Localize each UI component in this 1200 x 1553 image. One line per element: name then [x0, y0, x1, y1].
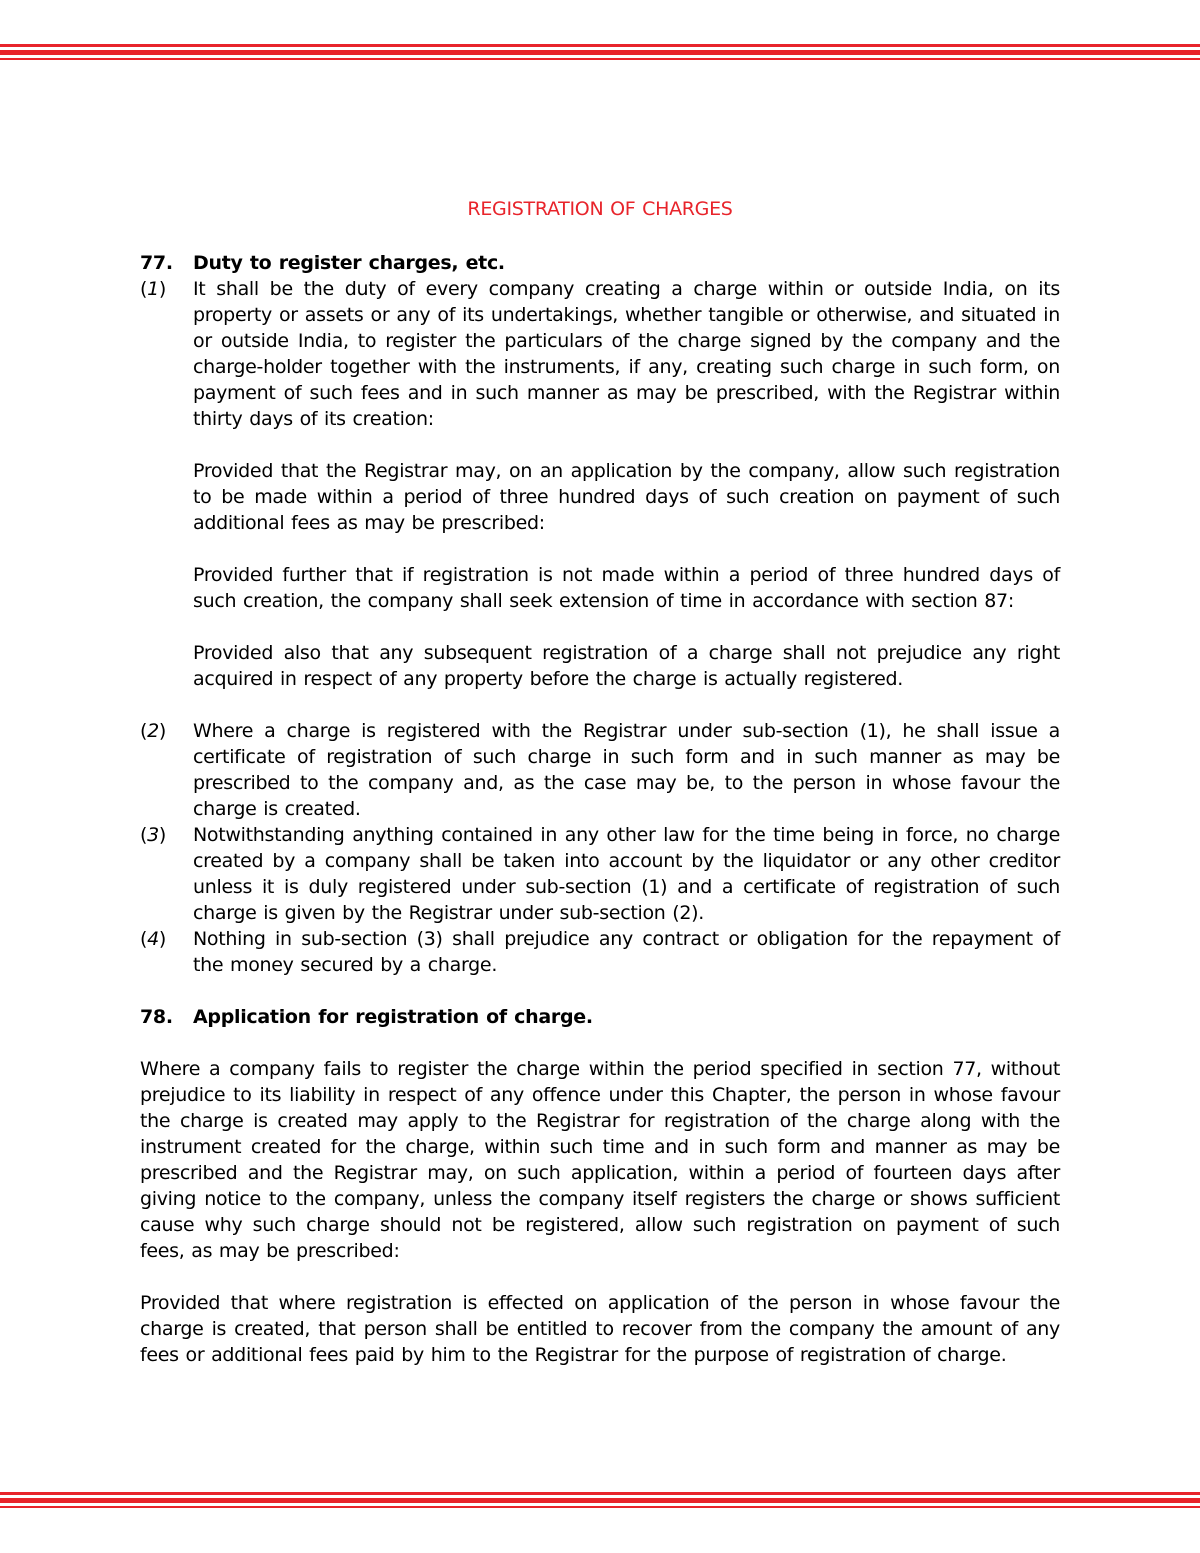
clause-paragraph: Notwithstanding anything contained in any other law for the time being in force, no charge created by a company shall be taken into account by the liquidator or any other creditor unless it is duly registered under sub-section (1) and a certificate of registration of such charge is given by the Registrar under sub-section (2).: [193, 824, 1060, 924]
section-heading-text: Duty to register charges, etc.: [193, 252, 505, 274]
clause-paragraph: It shall be the duty of every company creating a charge within or outside India, on its property or assets or any of its undertakings, whether tangible or otherwise, and situated in or outside India, to register the particulars of the charge signed by the company and the charge-holder together with the instruments, if any, creating such charge in such form, on payment of such fees and in such manner as may be prescribed, with the Registrar within thirty days of its creation:: [193, 278, 1060, 430]
clause-4: [140, 926, 1060, 978]
top-border-rule: [0, 44, 1200, 62]
clause-number: (4): [140, 928, 167, 950]
proviso-paragraph: Provided also that any subsequent registration of a charge shall not prejudice any right acquired in respect of any property before the charge is actually registered.: [193, 642, 1060, 690]
section-78-proviso: Provided that where registration is effected on application of the person in whose favour the charge is created, that person shall be entitled to recover from the company the amount of any fees or additional fees paid by him to the Registrar for the purpose of registration of charge.: [140, 1292, 1060, 1366]
clause-paragraph: Nothing in sub-section (3) shall prejudice any contract or obligation for the repayment of the money secured by a charge.: [193, 928, 1060, 976]
section-heading-text: Application for registration of charge.: [193, 1006, 593, 1028]
proviso-paragraph: Provided that the Registrar may, on an application by the company, allow such registration to be made within a period of three hundred days of such creation on payment of such additional fees as may be prescribed:: [193, 460, 1060, 534]
clause-number: (3): [140, 824, 167, 846]
clause-1: [140, 276, 1060, 692]
clause-number: (1): [140, 278, 167, 300]
section-78-heading: [140, 1004, 1060, 1030]
document-title: REGISTRATION OF CHARGES: [467, 198, 733, 220]
bottom-border-rule: [0, 1492, 1200, 1510]
proviso-paragraph: Provided further that if registration is not made within a period of three hundred days of such creation, the company shall seek extension of time in accordance with section 87:: [193, 564, 1060, 612]
section-number: 78.: [140, 1006, 173, 1028]
clause-3: [140, 822, 1060, 926]
section-number: 77.: [140, 252, 173, 274]
clause-2: [140, 718, 1060, 822]
section-77-heading: [140, 250, 1060, 276]
clause-paragraph: Where a charge is registered with the Registrar under sub-section (1), he shall issue a certificate of registration of such charge in such form and in such manner as may be prescribed to the company and, as the case may be, to the person in whose favour the charge is created.: [193, 720, 1060, 820]
clause-number: (2): [140, 720, 167, 742]
section-78-paragraph: Where a company fails to register the charge within the period specified in section 77, without prejudice to its liability in respect of any offence under this Chapter, the person in whose favour the charge is created may apply to the Registrar for registration of the charge along with the instrument created for the charge, within such time and in such form and manner as may be prescribed and the Registrar may, on such application, within a period of fourteen days after giving notice to the company, unless the company itself registers the charge or shows sufficient cause why such charge should not be registered, allow such registration on payment of such fees, as may be prescribed:: [140, 1058, 1060, 1262]
page-content: [140, 196, 1060, 1368]
